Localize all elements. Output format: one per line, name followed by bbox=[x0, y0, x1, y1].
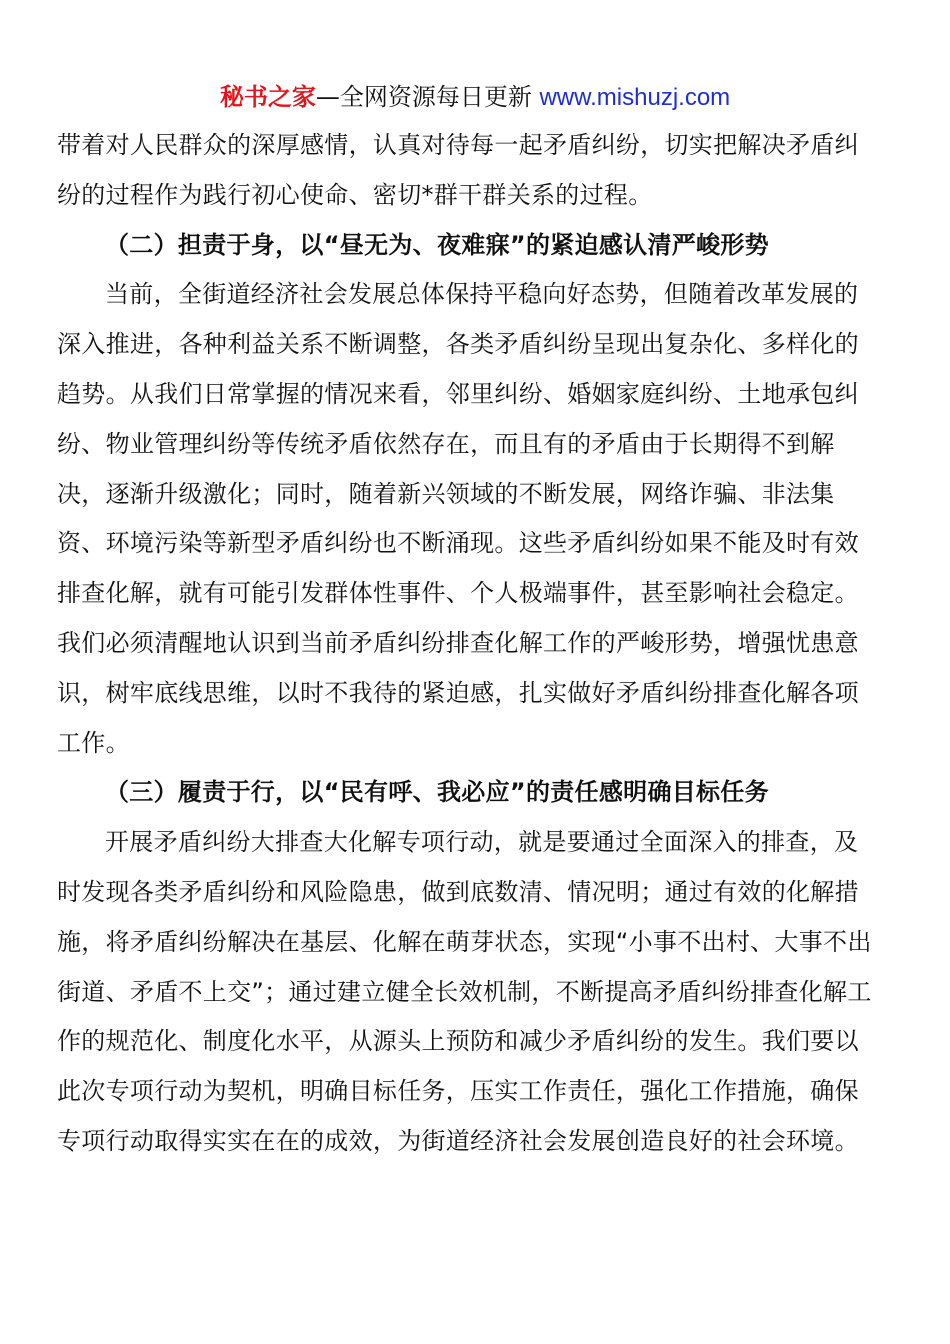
section-heading-2: （二）担责于身，以“昼无为、夜难寐”的紧迫感认清严峻形势 bbox=[105, 230, 769, 259]
brand-name: 秘书之家 bbox=[219, 83, 316, 111]
section-heading-3: （三）履责于行，以“民有呼、我必应”的责任感明确目标任务 bbox=[105, 778, 769, 807]
page-header bbox=[0, 80, 950, 115]
document-body bbox=[57, 121, 877, 1167]
header-tagline: —全网资源每日更新 bbox=[315, 83, 540, 111]
header-url-link[interactable]: www.mishuzj.com bbox=[539, 84, 731, 111]
paragraph-section-3: 开展矛盾纠纷大排查大化解专项行动，就是要通过全面深入的排查，及时发现各类矛盾纠纷和风险隐患，做到底数清、情况明；通过有效的化解措施，将矛盾纠纷解决在基层、化解在萌芽状态，实现“小事不出村、大事不出街道、矛盾不上交”；通过建立健全长效机制，不断提高矛盾纠纷排查化解工作的规范化、制度化水平，从源头上预防和减少矛盾纠纷的发生。我们要以此次专项行动为契机，明确目标任务，压实工作责任，强化工作措施，确保专项行动取得实实在在的成效，为街道经济社会发展创造良好的社会环境。 bbox=[57, 828, 872, 1155]
paragraph-section-2: 当前，全街道经济社会发展总体保持平稳向好态势，但随着改革发展的深入推进，各种利益关系不断调整，各类矛盾纠纷呈现出复杂化、多样化的趋势。从我们日常掌握的情况来看，邻里纠纷、婚姻家庭纠纷、土地承包纠纷、物业管理纠纷等传统矛盾依然存在，而且有的矛盾由于长期得不到解决，逐渐升级激化；同时，随着新兴领域的不断发展，网络诈骗、非法集资、环境污染等新型矛盾纠纷也不断涌现。这些矛盾纠纷如果不能及时有效排查化解，就有可能引发群体性事件、个人极端事件，甚至影响社会稳定。我们必须清醒地认识到当前矛盾纠纷排查化解工作的严峻形势，增强忧患意识，树牢底线思维，以时不我待的紧迫感，扎实做好矛盾纠纷排查化解各项工作。 bbox=[57, 280, 859, 757]
paragraph-continuation: 带着对人民群众的深厚感情，认真对待每一起矛盾纠纷，切实把解决矛盾纠纷的过程作为践行初心使命、密切*群干群关系的过程。 bbox=[57, 131, 859, 209]
